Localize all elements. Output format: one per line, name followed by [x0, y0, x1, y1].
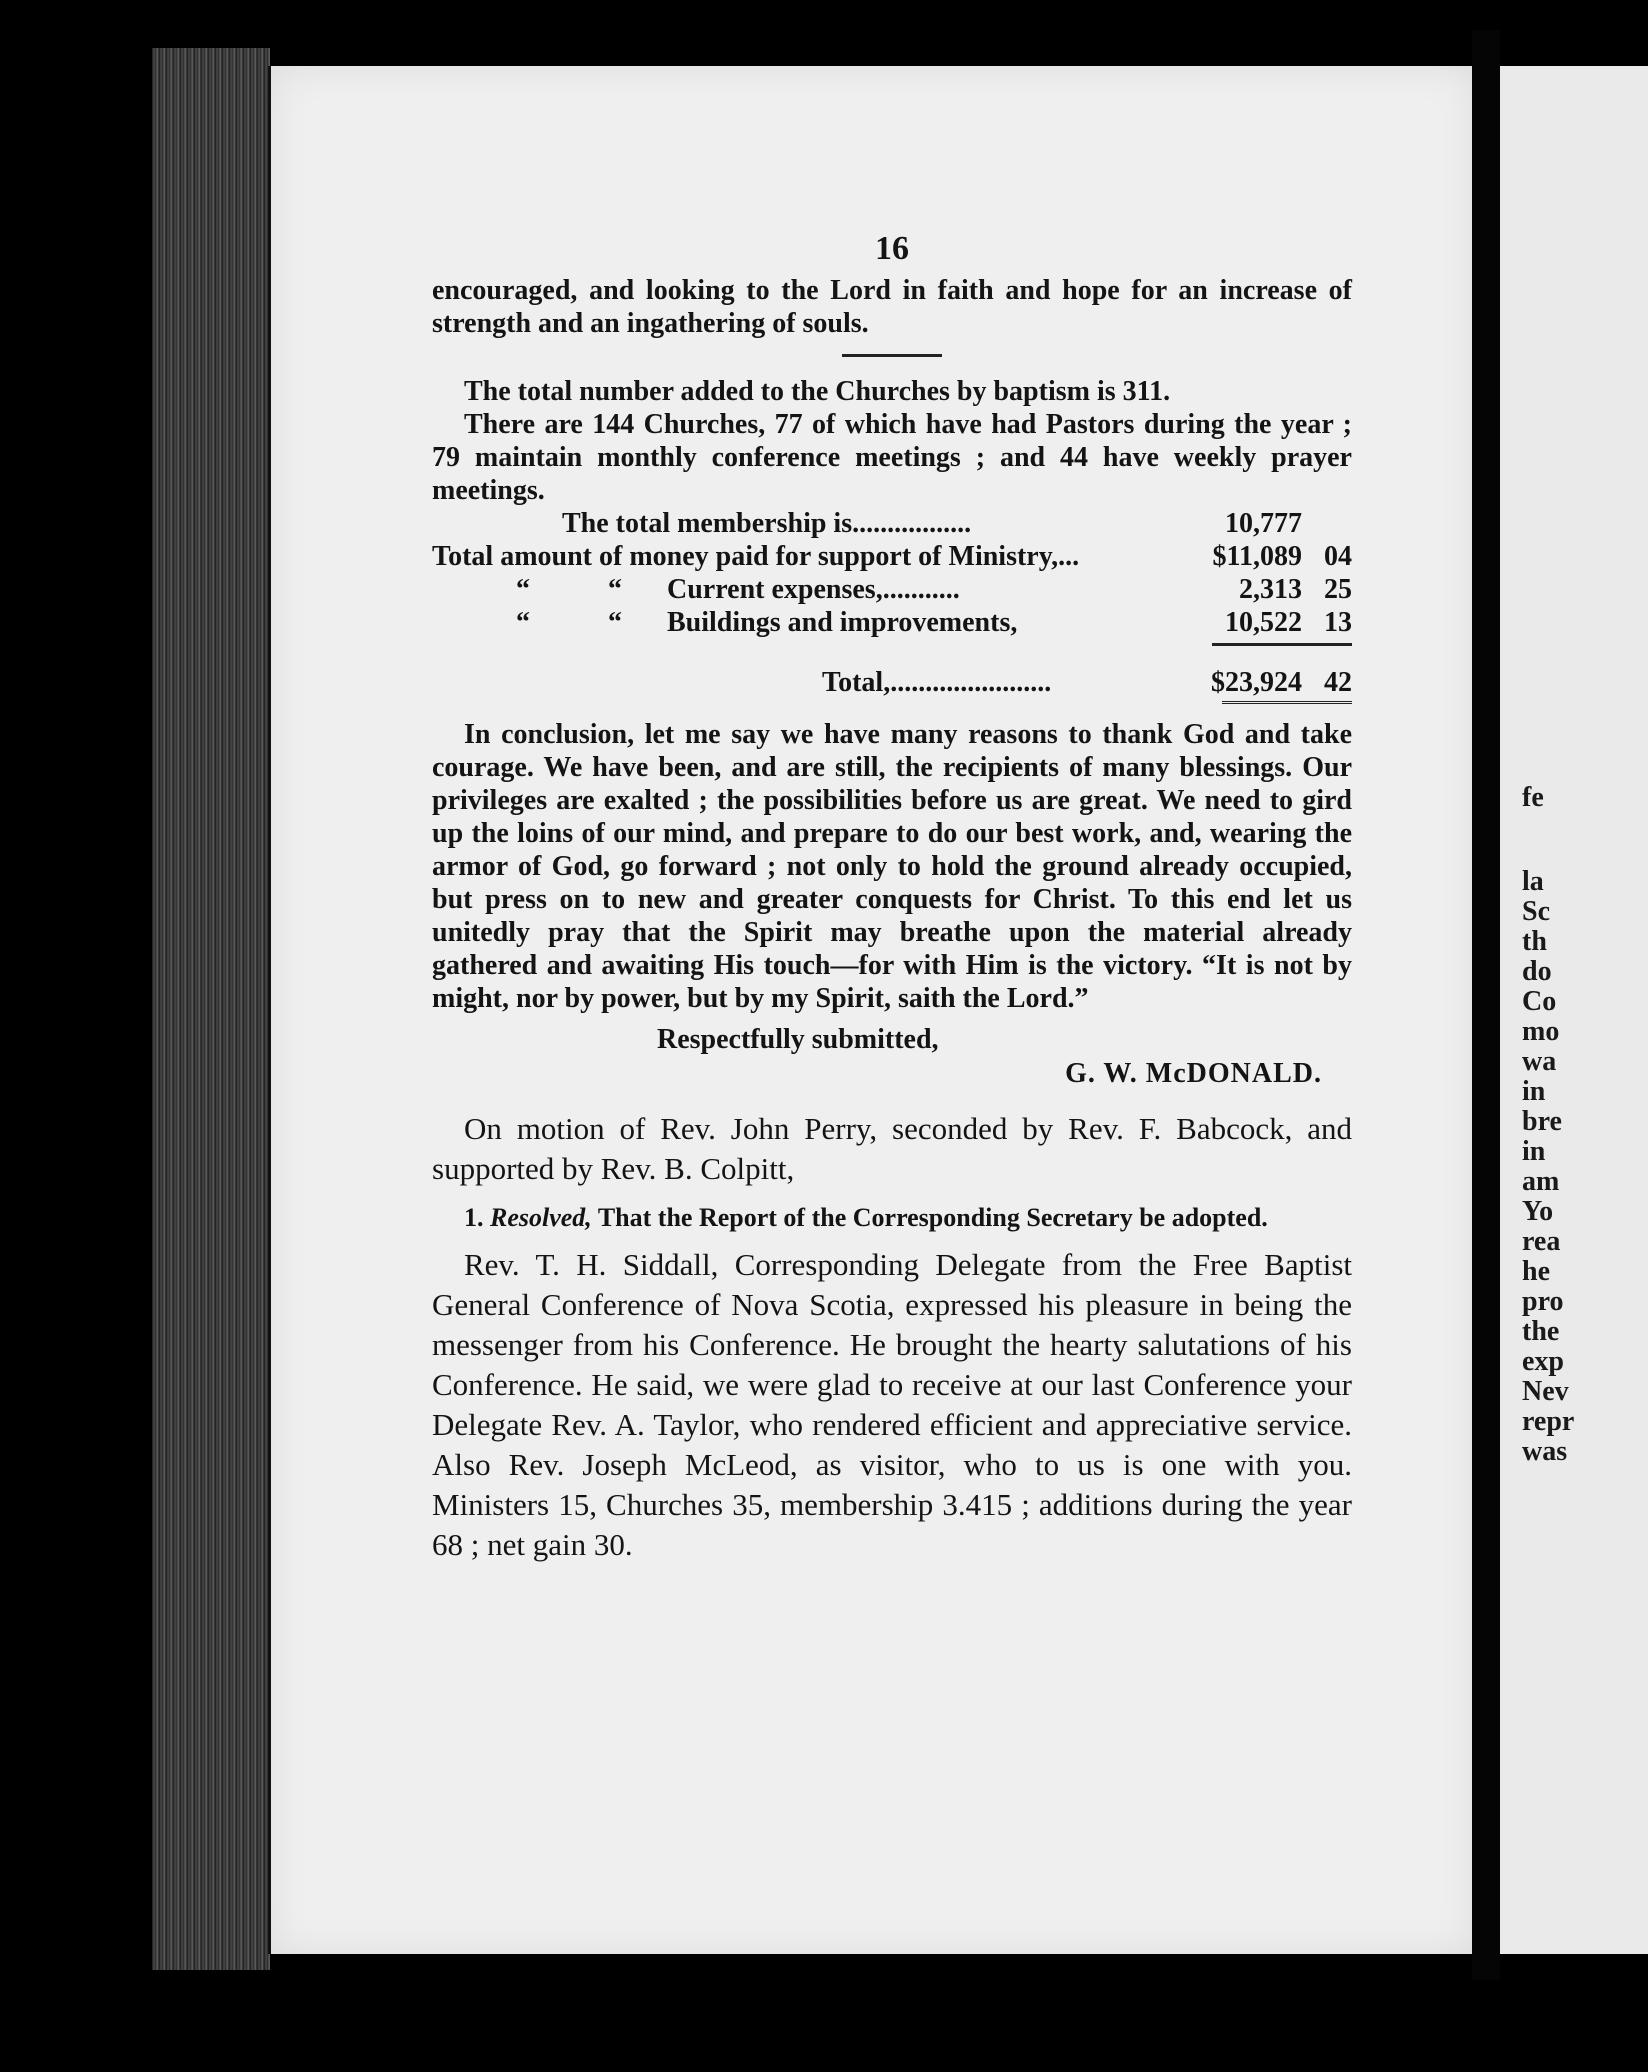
signoff [432, 1023, 1352, 1091]
total-row [432, 666, 1352, 699]
resolved-word: Resolved, [490, 1203, 592, 1232]
total-cents: 42 [1324, 667, 1352, 698]
next-page-fragment: do [1522, 956, 1552, 987]
next-page-fragment: fe [1522, 782, 1544, 813]
money-row [432, 606, 1352, 639]
signature-name: G. W. McDONALD. [1065, 1058, 1322, 1089]
membership-row [432, 507, 1352, 540]
money-label: Total amount of money paid for support of Ministry,... [432, 541, 1080, 572]
sum-rule [432, 643, 1352, 646]
next-page-fragment: mo [1522, 1016, 1560, 1047]
next-page-fragment: in [1522, 1076, 1546, 1107]
money-cents: 13 [1324, 607, 1352, 638]
respectfully-submitted: Respectfully submitted, [657, 1024, 939, 1055]
book-page-edges [152, 48, 270, 1970]
resolution-text: That the Report of the Corresponding Secretary be adopted. [591, 1203, 1268, 1232]
ditto-mark: “ [608, 574, 622, 605]
money-amount: 10,522 [1225, 607, 1302, 638]
membership-label: The total membership is................. [562, 508, 972, 539]
page-content [432, 230, 1352, 1565]
continuation-paragraph: encouraged, and looking to the Lord in faith and hope for an increase of strength and an ingathering of souls. [432, 275, 1352, 339]
next-page-fragment: Co [1522, 986, 1557, 1017]
next-page-fragment: Sc [1522, 896, 1550, 927]
money-row [432, 573, 1352, 606]
next-page-fragment: bre [1522, 1106, 1562, 1137]
next-page-fragment: la [1522, 866, 1544, 897]
membership-value: 10,777 [1225, 508, 1302, 539]
next-page-fragment: the [1522, 1316, 1560, 1347]
next-page-fragment: rea [1522, 1226, 1561, 1257]
next-page-fragment: in [1522, 1136, 1546, 1167]
money-label: Buildings and improvements, [667, 607, 1018, 638]
ditto-mark: “ [516, 574, 530, 605]
next-page-fragment: was [1522, 1436, 1568, 1467]
total-label: Total,....................... [822, 667, 1052, 698]
resolution [432, 1203, 1352, 1233]
money-cents: 25 [1324, 574, 1352, 605]
next-page-fragment: he [1522, 1256, 1550, 1287]
next-page-fragment: exp [1522, 1346, 1564, 1377]
next-page-fragment: am [1522, 1166, 1560, 1197]
money-amount: 2,313 [1239, 574, 1302, 605]
baptism-line: The total number added to the Churches by baptism is 311. [464, 376, 1171, 407]
ditto-mark: “ [608, 607, 622, 638]
resolution-number: 1. [464, 1203, 490, 1232]
next-page-fragment: th [1522, 926, 1547, 957]
next-page-edge [1500, 66, 1648, 1954]
money-label: Current expenses,........... [667, 574, 960, 605]
motion-paragraph: On motion of Rev. John Perry, seconded by Rev. F. Babcock, and supported by Rev. B. Colpitt, [432, 1111, 1352, 1186]
next-page-fragment: wa [1522, 1046, 1557, 1077]
book-gutter [1472, 30, 1500, 1980]
next-page-fragment: repr [1522, 1406, 1575, 1437]
next-page-fragment: Yo [1522, 1196, 1554, 1227]
next-page-fragment: pro [1522, 1286, 1564, 1317]
churches-paragraph: There are 144 Churches, 77 of which have had Pastors during the year ; 79 maintain monthly conference meetings ; and 44 have weekly prayer meetings. [432, 409, 1352, 506]
total-amount: $23,924 [1211, 667, 1302, 698]
money-amount: $11,089 [1212, 541, 1302, 572]
total-double-rule [432, 701, 1352, 708]
section-divider [842, 354, 942, 357]
money-row [432, 540, 1352, 573]
page-number: 16 [875, 230, 909, 267]
siddall-paragraph: Rev. T. H. Siddall, Corresponding Delegate from the Free Baptist General Conference of Nova Scotia, expressed his pleasure in being the messenger from his Conference. He brought the hearty salutations of his Conference. He said, we were glad to receive at our last Conference your Delegate Rev. A. Taylor, who rendered efficient and appreciative service. Also Rev. Joseph McLeod, as visitor, who to us is one with you. Ministers 15, Churches 35, membership 3.415 ; additions during the year 68 ; net gain 30. [432, 1247, 1352, 1562]
conclusion-paragraph: In conclusion, let me say we have many reasons to thank God and take courage. We have been, and are still, the recipients of many blessings. Our privileges are exalted ; the possibilities before us are great. We need to gird up the loins of our mind, and prepare to do our best work, and, wearing the armor of God, go forward ; not only to hold the ground already occupied, but press on to new and greater conquests for Christ. To this end let us unitedly pray that the Spirit may breathe upon the material already gathered and awaiting His touch—for with Him is the victory. “It is not by might, nor by power, but by my Spirit, saith the Lord.” [432, 719, 1352, 1014]
ditto-mark: “ [516, 607, 530, 638]
next-page-fragment: Nev [1522, 1376, 1569, 1407]
money-cents: 04 [1324, 541, 1352, 572]
